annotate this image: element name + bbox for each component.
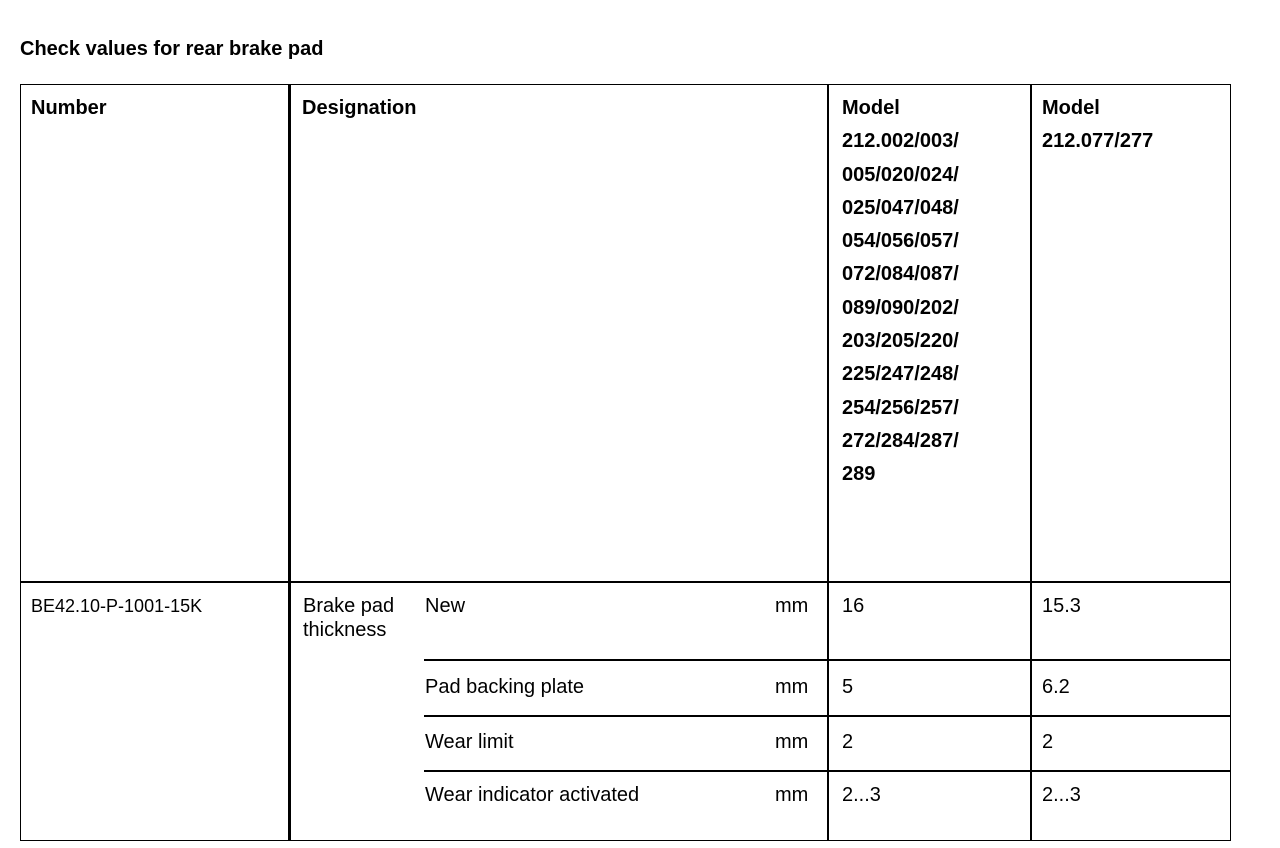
row-value-model-2: 2 — [1042, 731, 1054, 753]
header-model-1-line: 254/256/257/ — [842, 396, 959, 419]
row-value-model-1: 2...3 — [842, 784, 881, 806]
header-model-1-line: 289 — [842, 463, 876, 486]
row-unit: mm — [775, 676, 809, 698]
header-model-2 — [1042, 92, 1153, 159]
header-model-1-line: 005/020/024/ — [842, 163, 959, 186]
header-model-1-label: Model — [842, 97, 900, 119]
check-values-table — [20, 84, 1231, 841]
header-model-1-line: 272/284/287/ — [842, 429, 959, 452]
row-value-model-1: 16 — [842, 595, 865, 617]
header-model-1-line: 072/084/087/ — [842, 263, 959, 286]
header-model-2-label: Model — [1042, 97, 1100, 119]
divider-designation-model1 — [827, 84, 829, 841]
header-model-1-line: 212.002/003/ — [842, 130, 959, 153]
divider-row-1 — [424, 659, 1231, 661]
divider-row-3 — [424, 770, 1231, 772]
header-model-1-line: 089/090/202/ — [842, 296, 959, 319]
header-number: Number — [31, 97, 107, 119]
page-title: Check values for rear brake pad — [20, 38, 324, 60]
row-item-new: New — [425, 595, 466, 617]
row-value-model-2: 6.2 — [1042, 676, 1070, 698]
row-item-pad-backing-plate: Pad backing plate — [425, 676, 585, 698]
header-model-1 — [842, 92, 959, 492]
group-label-brake-pad-thickness: Brake pad thickness — [303, 595, 395, 641]
row-item-wear-indicator-activated: Wear indicator activated — [425, 784, 640, 806]
divider-header-body — [20, 581, 1231, 583]
row-value-model-1: 2 — [842, 731, 854, 753]
row-unit: mm — [775, 784, 809, 806]
row-unit: mm — [775, 595, 809, 617]
row-value-model-1: 5 — [842, 676, 854, 698]
row-value-model-2: 15.3 — [1042, 595, 1081, 617]
header-model-2-line: 212.077/277 — [1042, 130, 1154, 153]
document-number: BE42.10-P-1001-15K — [31, 596, 203, 616]
header-model-1-line: 225/247/248/ — [842, 363, 959, 386]
header-model-1-line: 025/047/048/ — [842, 196, 959, 219]
divider-row-2 — [424, 715, 1231, 717]
row-item-wear-limit: Wear limit — [425, 731, 514, 753]
header-model-1-line: 203/205/220/ — [842, 330, 959, 353]
row-value-model-2: 2...3 — [1042, 784, 1081, 806]
row-unit: mm — [775, 731, 809, 753]
header-designation: Designation — [302, 97, 417, 119]
divider-model1-model2 — [1030, 84, 1032, 841]
divider-number-designation — [288, 84, 291, 841]
header-model-1-line: 054/056/057/ — [842, 230, 959, 253]
